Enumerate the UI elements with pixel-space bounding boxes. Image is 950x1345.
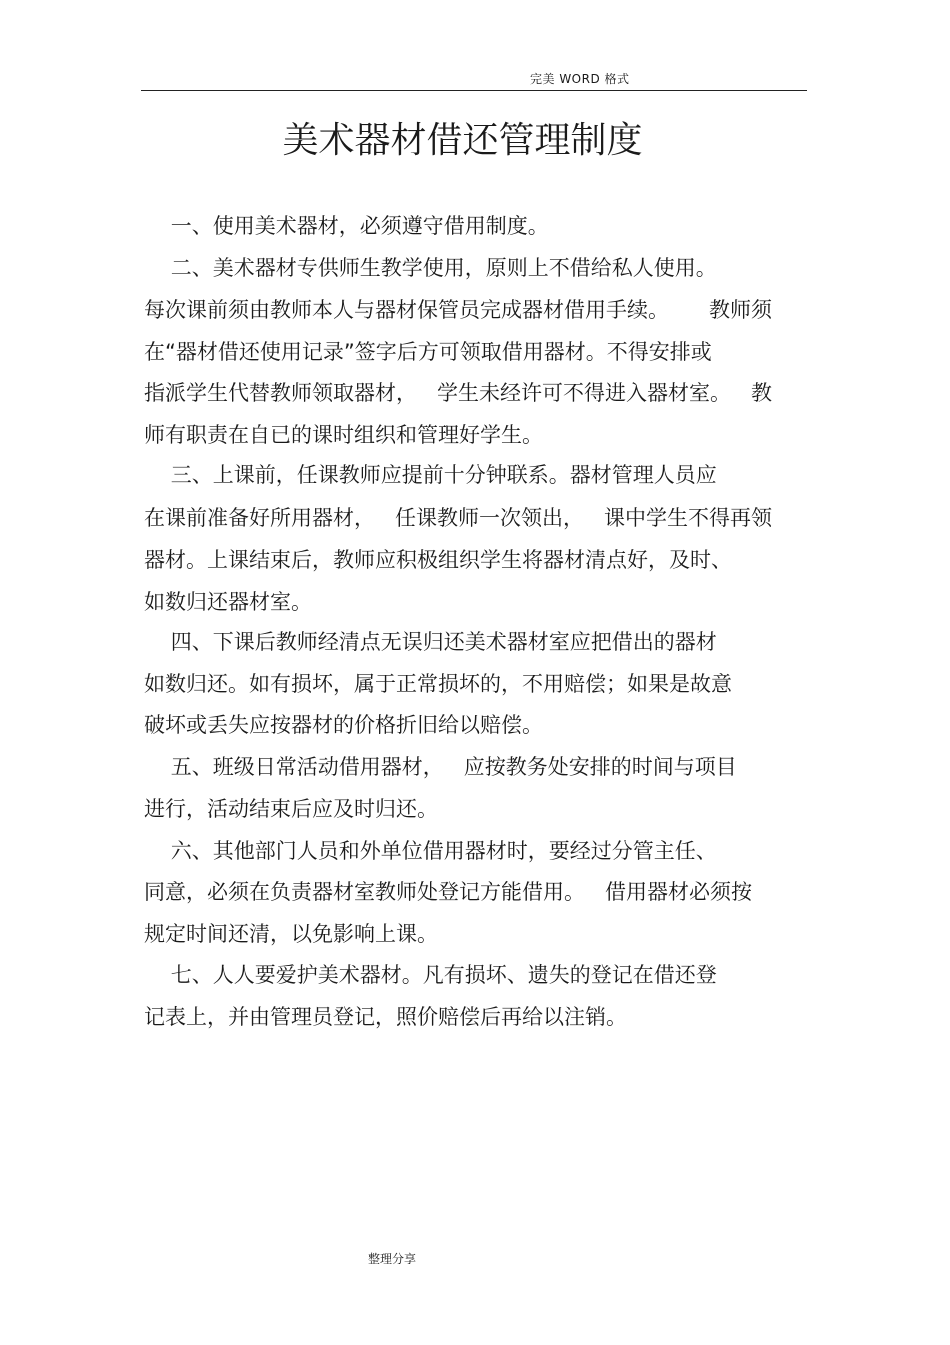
paragraph-line: 每次课前须由教师本人与器材保管员完成器材借用手续。 教师须: [144, 298, 773, 322]
paragraph-line: 破坏或丢失应按器材的价格折旧给以赔偿。: [144, 713, 543, 737]
paragraph-line: 在课前准备好所用器材， 任课教师一次领出， 课中学生不得再领: [144, 506, 773, 530]
paragraph-line: 一、使用美术器材，必须遵守借用制度。: [144, 214, 549, 238]
paragraph-line: 器材。上课结束后，教师应积极组织学生将器材清点好，及时、: [144, 548, 732, 572]
document-title: 美术器材借还管理制度: [282, 120, 643, 161]
paragraph-line: 如数归还器材室。: [144, 590, 312, 614]
paragraph-line: 三、上课前，任课教师应提前十分钟联系。器材管理人员应: [144, 463, 717, 487]
paragraph-line: 在“器材借还使用记录”签字后方可领取借用器材。不得安排或: [144, 340, 712, 364]
paragraph-line: 七、人人要爱护美术器材。凡有损坏、遗失的登记在借还登: [144, 963, 717, 987]
paragraph-line: 记表上，并由管理员登记，照价赔偿后再给以注销。: [144, 1005, 627, 1029]
paragraph-line: 同意，必须在负责器材室教师处登记方能借用。 借用器材必须按: [144, 880, 753, 904]
header-divider: [141, 90, 807, 91]
paragraph-line: 师有职责在自已的课时组织和管理好学生。: [144, 423, 543, 447]
paragraph-line: 指派学生代替教师领取器材， 学生未经许可不得进入器材室。 教: [144, 381, 773, 405]
paragraph-line: 六、其他部门人员和外单位借用器材时，要经过分管主任、: [144, 839, 717, 863]
paragraph-line: 如数归还。如有损坏，属于正常损坏的，不用赔偿；如果是故意: [144, 672, 732, 696]
paragraph-line: 五、班级日常活动借用器材， 应按教务处安排的时间与项目: [144, 755, 737, 779]
paragraph-line: 规定时间还清，以免影响上课。: [144, 922, 438, 946]
page-header-text: 完美 WORD 格式: [530, 72, 630, 86]
paragraph-line: 进行，活动结束后应及时归还。: [144, 797, 438, 821]
paragraph-line: 二、美术器材专供师生教学使用，原则上不借给私人使用。: [144, 256, 717, 280]
paragraph-line: 四、下课后教师经清点无误归还美术器材室应把借出的器材: [144, 630, 717, 654]
page-footer-text: 整理分享: [368, 1252, 417, 1266]
